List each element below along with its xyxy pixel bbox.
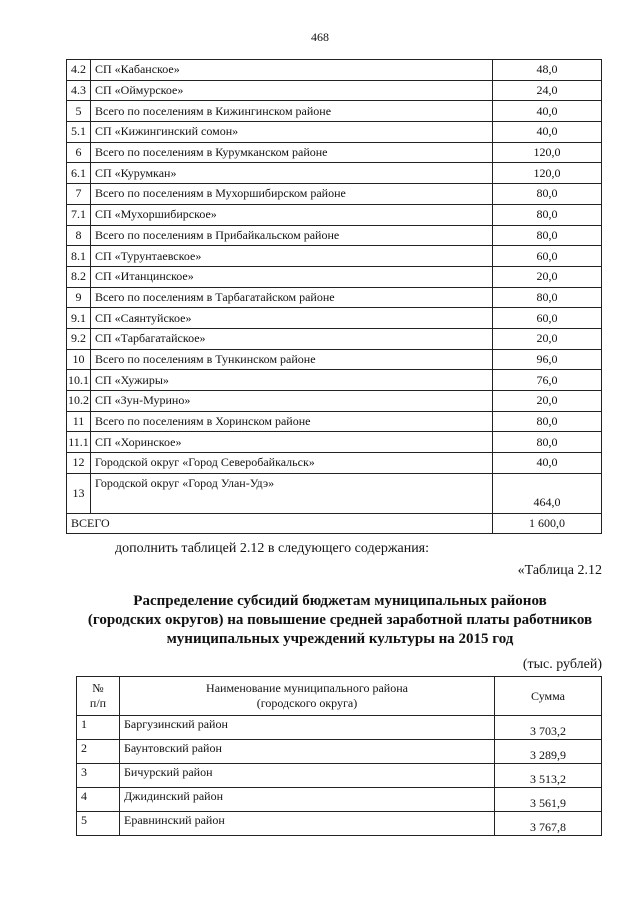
row-name: Городской округ «Город Северобайкальск» [91, 453, 493, 474]
row-sum: 60,0 [493, 308, 602, 329]
col-header-name-line2: (городского округа) [256, 696, 358, 710]
row-number: 10 [67, 349, 91, 370]
table-row [67, 101, 602, 122]
row-sum: 20,0 [493, 328, 602, 349]
row-name: СП «Оймурское» [91, 80, 493, 101]
table-row [77, 740, 602, 764]
col-header-num-line2: п/п [89, 696, 107, 710]
title-line: (городских округов) на повышение средней заработной платы работников [87, 612, 593, 628]
row-name: СП «Кижингинский сомон» [91, 122, 493, 143]
row-name: Всего по поселениям в Курумканском районе [91, 142, 493, 163]
row-number: 7 [67, 184, 91, 205]
row-name: Всего по поселениям в Тарбагатайском районе [91, 287, 493, 308]
table-row [67, 308, 602, 329]
row-sum: 24,0 [493, 80, 602, 101]
row-sum: 96,0 [493, 349, 602, 370]
row-number: 9.1 [67, 308, 91, 329]
row-sum: 3 767,8 [495, 812, 602, 836]
row-sum: 80,0 [493, 287, 602, 308]
title-line: муниципальных учреждений культуры на 2015 год [166, 631, 514, 647]
row-number: 6 [67, 142, 91, 163]
row-name: СП «Хужиры» [91, 370, 493, 391]
districts-subsidy-table [76, 676, 602, 836]
row-sum: 120,0 [493, 163, 602, 184]
row-number: 8.2 [67, 266, 91, 287]
row-number: 12 [67, 453, 91, 474]
row-number: 5.1 [67, 122, 91, 143]
row-name: СП «Тарбагатайское» [91, 328, 493, 349]
row-number: 1 [77, 716, 120, 740]
row-name: Баргузинский район [120, 716, 495, 740]
row-sum: 3 289,9 [495, 740, 602, 764]
page-number: 468 [311, 30, 329, 44]
table-row [67, 204, 602, 225]
row-number: 3 [77, 764, 120, 788]
row-name: Всего по поселениям в Хоринском районе [91, 411, 493, 432]
row-name: Всего по поселениям в Мухоршибирском районе [91, 184, 493, 205]
row-sum: 3 513,2 [495, 764, 602, 788]
row-sum: 20,0 [493, 391, 602, 412]
table-row [67, 370, 602, 391]
row-number: 8.1 [67, 246, 91, 267]
table-row [67, 391, 602, 412]
row-name: Всего по поселениям в Кижингинском районе [91, 101, 493, 122]
col-header-name [120, 677, 495, 716]
row-name: Джидинский район [120, 788, 495, 812]
table-row [77, 788, 602, 812]
row-number: 2 [77, 740, 120, 764]
row-sum: 120,0 [493, 142, 602, 163]
table-row [67, 246, 602, 267]
col-header-sum: Сумма [495, 677, 602, 716]
row-sum: 20,0 [493, 266, 602, 287]
row-name: Еравнинский район [120, 812, 495, 836]
row-number: 10.2 [67, 391, 91, 412]
row-sum: 80,0 [493, 432, 602, 453]
row-name: СП «Турунтаевское» [91, 246, 493, 267]
row-sum: 40,0 [493, 101, 602, 122]
row-sum: 80,0 [493, 184, 602, 205]
row-number: 4.2 [67, 60, 91, 81]
row-number: 5 [77, 812, 120, 836]
table-row [67, 473, 602, 513]
row-name: СП «Курумкан» [91, 163, 493, 184]
row-name: СП «Хоринское» [91, 432, 493, 453]
table-row [67, 60, 602, 81]
settlements-subsidy-table [66, 59, 602, 534]
row-name: Всего по поселениям в Тункинском районе [91, 349, 493, 370]
row-sum: 60,0 [493, 246, 602, 267]
table-row [77, 716, 602, 740]
table-header-row [77, 677, 602, 716]
row-sum: 80,0 [493, 225, 602, 246]
row-name: СП «Итанцинское» [91, 266, 493, 287]
row-name: Баунтовский район [120, 740, 495, 764]
row-sum: 464,0 [493, 473, 602, 513]
total-sum: 1 600,0 [493, 513, 602, 534]
table-row [67, 225, 602, 246]
row-number: 11.1 [67, 432, 91, 453]
row-number: 5 [67, 101, 91, 122]
table-row [67, 80, 602, 101]
table-row [67, 184, 602, 205]
total-label: ВСЕГО [67, 513, 493, 534]
table-row [77, 764, 602, 788]
row-sum: 80,0 [493, 411, 602, 432]
row-name: СП «Мухоршибирское» [91, 204, 493, 225]
row-sum: 40,0 [493, 453, 602, 474]
table-row [67, 328, 602, 349]
row-number: 4.3 [67, 80, 91, 101]
row-name: СП «Зун-Мурино» [91, 391, 493, 412]
table-title [60, 592, 620, 649]
units-label: (тыс. рублей) [522, 657, 602, 672]
table-row [67, 432, 602, 453]
table-row [67, 411, 602, 432]
row-number: 11 [67, 411, 91, 432]
table-row [67, 142, 602, 163]
table-reference: «Таблица 2.12 [517, 563, 602, 578]
table-row [67, 163, 602, 184]
row-name: Городской округ «Город Улан-Удэ» [91, 473, 493, 513]
row-number: 9.2 [67, 328, 91, 349]
row-sum: 48,0 [493, 60, 602, 81]
table-row [67, 453, 602, 474]
row-number: 13 [67, 473, 91, 513]
table-row [67, 122, 602, 143]
table-row [67, 266, 602, 287]
row-number: 10.1 [67, 370, 91, 391]
title-line: Распределение субсидий бюджетам муниципальных районов [133, 593, 547, 609]
total-row [67, 513, 602, 534]
col-header-name-line1: Наименование муниципального района [206, 681, 408, 695]
col-header-num-line1: № [92, 681, 104, 695]
row-number: 6.1 [67, 163, 91, 184]
table-row [67, 287, 602, 308]
row-sum: 3 561,9 [495, 788, 602, 812]
row-number: 9 [67, 287, 91, 308]
intro-text: дополнить таблицей 2.12 в следующего содержания: [115, 541, 430, 556]
row-name: Всего по поселениям в Прибайкальском районе [91, 225, 493, 246]
table-row [67, 349, 602, 370]
row-sum: 3 703,2 [495, 716, 602, 740]
table-row [77, 812, 602, 836]
row-name: СП «Кабанское» [91, 60, 493, 81]
row-sum: 40,0 [493, 122, 602, 143]
row-number: 8 [67, 225, 91, 246]
row-sum: 76,0 [493, 370, 602, 391]
col-header-num [77, 677, 120, 716]
row-number: 7.1 [67, 204, 91, 225]
row-name: СП «Саянтуйское» [91, 308, 493, 329]
row-number: 4 [77, 788, 120, 812]
row-sum: 80,0 [493, 204, 602, 225]
row-name: Бичурский район [120, 764, 495, 788]
